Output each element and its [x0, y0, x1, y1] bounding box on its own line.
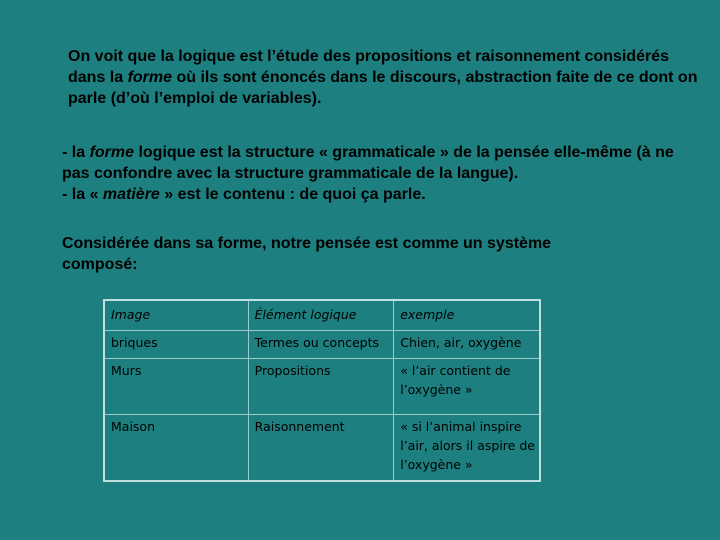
- forme-definition-line: [62, 144, 674, 182]
- table-cell: Termes ou concepts: [248, 331, 394, 359]
- header-image: Image: [104, 300, 248, 331]
- matiere-definition-line: [62, 186, 426, 203]
- table-cell: « si l’animal inspire l’air, alors il aspire de l’oxygène »: [394, 415, 540, 482]
- analogy-table: [103, 299, 541, 482]
- matiere-prefix: - la «: [62, 186, 103, 203]
- intro-paragraph: [68, 46, 708, 109]
- matiere-rest: » est le contenu : de quoi ça parle.: [159, 186, 426, 203]
- table-cell: « l’air contient de l’oxygène »: [394, 359, 540, 415]
- intro-text-part2: où ils sont énoncés dans le discours, abstraction faite de ce dont on parle (d’où l’emploi de variables).: [68, 69, 698, 107]
- forme-emphasis: forme: [89, 144, 135, 161]
- intro-emphasis-forme: forme: [127, 69, 173, 86]
- forme-prefix: - la: [62, 144, 90, 161]
- definition-paragraph: [62, 142, 702, 205]
- table-cell: Maison: [104, 415, 248, 482]
- system-paragraph: Considérée dans sa forme, notre pensée est comme un système composé:: [62, 235, 552, 273]
- table-cell: briques: [104, 331, 248, 359]
- table-cell: Propositions: [248, 359, 394, 415]
- table-cell: Murs: [104, 359, 248, 415]
- forme-rest: logique est la structure « grammaticale » de la pensée elle-même (à ne pas confondre avec la structure grammaticale de la langue).: [62, 144, 674, 182]
- table-row: [104, 415, 540, 482]
- matiere-emphasis: matière: [102, 186, 160, 203]
- header-element-logique: Élément logique: [248, 300, 394, 331]
- intro-text-part1: On voit que la logique est l’étude des propositions et raisonnement considérés dans la: [68, 48, 669, 86]
- header-exemple: exemple: [394, 300, 540, 331]
- table-cell: Chien, air, oxygène: [394, 331, 540, 359]
- table-cell: Raisonnement: [248, 415, 394, 482]
- table-row: [104, 331, 540, 359]
- table-row: [104, 359, 540, 415]
- table-header-row: [104, 300, 540, 331]
